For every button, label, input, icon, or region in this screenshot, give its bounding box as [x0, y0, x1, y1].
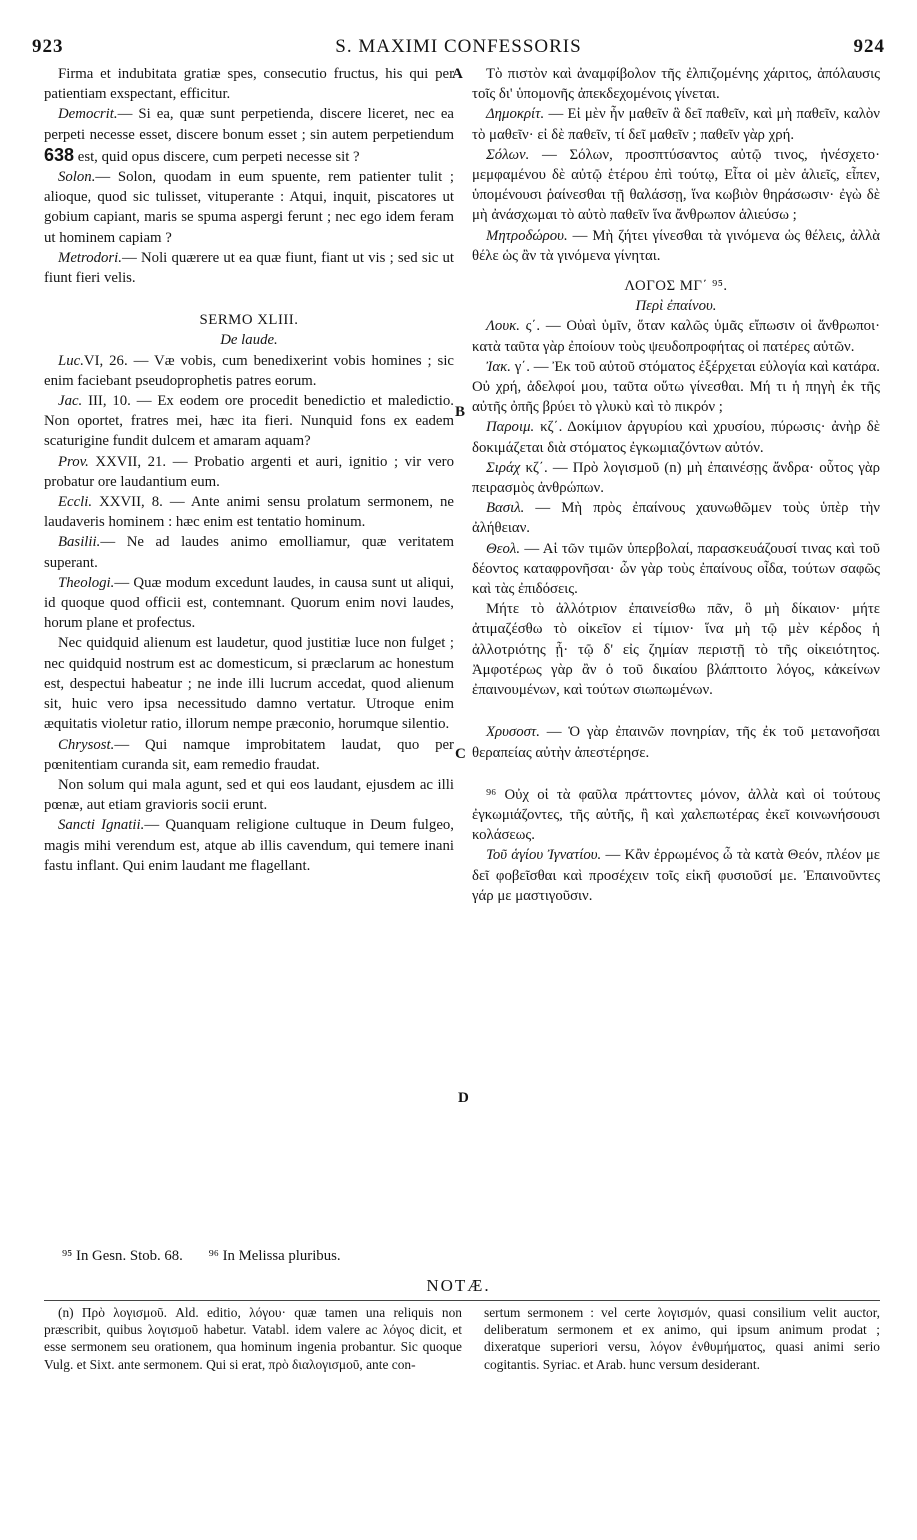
latin-democritus	[44, 104, 454, 167]
latin-metrodorus	[44, 248, 454, 288]
source-label: Prov.	[58, 453, 89, 470]
quote-text: — Ne ad laudes animo emolliamur, quæ veritatem superant.	[44, 534, 454, 571]
latin-ignatius	[44, 815, 454, 876]
source-label: Luc.	[58, 352, 84, 369]
latin-theologian	[44, 573, 454, 634]
quote-text: κζ΄. — Πρὸ λογισμοῦ (n) μὴ ἐπαινέσῃς ἄνδρα· οὗτος γὰρ πειρασμὸς ἀνθρώπων.	[472, 459, 881, 497]
latin-basil	[44, 532, 454, 572]
greek-paragraph: Τὸ πιστὸν καὶ ἀναμφίβολον τῆς ἐλπιζομένης χάριτος, ἀπόλαυσις τοῖς δι' ὑπομονῆς ἀπεκδεχομένοις γίνεται.	[472, 66, 880, 103]
source-label: Theologi.	[58, 574, 115, 591]
quote-text: γ΄. — Ἐκ τοῦ αὐτοῦ στόματος ἐξέρχεται εὐλογία καὶ κατάρα. Οὐ χρή, ἀδελφοί μου, ταῦτα οὕτω γίνεσθαι. Μή τι ἡ πηγὴ ἐκ τῆς αὐτῆς ὀπῆς βρύει τὸ γλυκὺ καὶ τὸ πικρόν ;	[472, 358, 881, 416]
page-number-right: 924	[853, 36, 885, 57]
greek-paragraph: Μήτε τὸ ἀλλότριον ἐπαινείσθω πᾶν, ὃ μὴ δίκαιον· μήτε ἀτιμαζέσθω τὸ οἰκεῖον εἰ τίμιον· ἵνα μὴ τῷ μὲν κέρδος ἡ ἀλλοτριότης ᾖ· τῷ δ' εἰς ζημίαν περιστῇ τὸ τῆς οἰκειότητος. Ἀμφοτέρως γὰρ ἂν ὁ τοῦ δικαίου βλάπτοιτο λόγος, κἀκείνων ἐπαινουμένων, καὶ τούτων σιωπωμένων.	[472, 601, 880, 699]
latin-paragraph: Non solum qui mala agunt, sed et qui eos laudant, ejusdem ac illi pœnæ, aut etiam gravioris socii erunt.	[44, 776, 454, 814]
quote-text: XXVII, 21. — Probatio argenti et auri, ignitio ; vir vero probatur ore laudantium eum.	[44, 453, 455, 490]
page-number-left: 923	[32, 36, 64, 57]
running-header	[32, 36, 885, 62]
quote-text: XXVII, 8. — Ante animi sensu prolatum sermonem, ne laudaveris hominem : hæc enim est tentatio hominum.	[44, 494, 454, 531]
latin-proverbs	[44, 452, 454, 492]
source-label: Democrit.	[58, 106, 118, 123]
source-label: Λουκ.	[486, 318, 520, 335]
source-label: Solon.	[58, 169, 96, 186]
latin-paragraph: Firma et indubitata gratiæ spes, consecutio fructus, his qui per patientiam exspectant, efficitur.	[44, 66, 454, 103]
source-label: Παροιμ.	[486, 419, 535, 436]
margin-letter-a: A	[452, 66, 463, 82]
logos-title: ΛΟΓΟΣ ΜΓ΄ ⁹⁵.	[624, 278, 728, 295]
source-label: Jac.	[58, 393, 83, 410]
quote-text: — Μὴ ζήτει γίνεσθαι τὰ γινόμενα ὡς θέλεις, ἀλλὰ θέλε ὡς ἂν τὰ γινόμενα γίνηται.	[472, 227, 880, 264]
note-text-left: (n) Πρὸ λογισμοῦ. Ald. editio, λόγου· quæ tamen una reliquis non præscribit, quibus λογισμοῦ habetur. Vatabl. idem valere ac λόγος dicit, et esse sermonem seu orationem, qua hominum ingenia probantur. Sic quoque Vulg. et Sixt. ante sermonem. Qui si erat, πρὸ διαλογισμοῦ, ante con-	[44, 1305, 462, 1372]
running-title: S. MAXIMI CONFESSORIS	[335, 36, 582, 57]
quote-text: VI, 26. — Væ vobis, cum benedixerint vobis homines ; sic enim faciebant pseudoprophetis patres eorum.	[44, 352, 454, 389]
source-label: Σιράχ	[486, 459, 521, 476]
quote-text: — Σόλων, προσπτύσαντος αὐτῷ τινος, ἠνέσχετο· μεμφαμένου δὲ αὐτῷ ἑτέρου ἐπὶ τούτῳ, Εἶτα οἱ μὲν ἁλιεῖς, εἶπεν, ὑπομένουσι ῥαίνεσθαι τῇ θαλάσσῃ, ἵνα κωβιὸν θηράσωσιν· ἐγὼ δὲ μὴ ἀνάσχωμαι τὸ αὐτὸ παθεῖν ἵνα ἄνθρωπον ἁλιεύσω ;	[472, 146, 881, 224]
column-number: 638	[44, 144, 75, 165]
notes-divider	[44, 1300, 880, 1301]
source-label: Θεολ.	[486, 540, 521, 557]
quote-text: — Κἂν ἐρρωμένος ὦ τὰ κατὰ Θεόν, πλέον με δεῖ φοβεῖσθαι καὶ προσέχειν τοῖς εἰκῆ φυσιοῦσί με. Ἐπαινοῦντες γάρ με μαστιγοῦσιν.	[472, 847, 880, 904]
footnotes	[62, 1248, 363, 1265]
greek-sirach	[472, 458, 880, 498]
footnote-95: ⁹⁵ In Gesn. Stob. 68.	[62, 1248, 183, 1264]
latin-column	[44, 64, 454, 876]
margin-letter-c: C	[455, 746, 466, 762]
source-label: Chrysost.	[58, 736, 115, 753]
latin-chrysostom	[44, 735, 454, 775]
greek-theologian	[472, 539, 880, 600]
source-label: Μητροδώρου.	[486, 227, 568, 244]
greek-luke	[472, 316, 880, 356]
greek-democritus	[472, 104, 880, 144]
quote-text: — Quanquam religione cultuque in Deum fulgeo, magis mihi verendum est, atque ab illis cavendum, qui temere inani fastu inflant. Qui enim laudant me flagellant.	[44, 817, 454, 874]
footnote-96: ⁹⁶ In Melissa pluribus.	[208, 1248, 341, 1264]
quote-text: — Μὴ πρὸς ἐπαίνους χαυνωθῶμεν τοὺς ὑπὲρ τὴν ἀλήθειαν.	[472, 500, 880, 537]
greek-chrysostom	[472, 722, 880, 762]
source-label: Τοῦ ἁγίου Ἰγνατίου.	[486, 847, 602, 864]
source-label: Sancti Ignatii.	[58, 817, 145, 834]
quote-text: — Si ea, quæ sunt perpetienda, discere liceret, nec ea perpeti necesse esset, discere bonum esset ; sin autem perpetiendum	[44, 106, 454, 143]
source-label: Ἰακ.	[486, 358, 511, 375]
quote-text: III, 10. — Ex eodem ore procedit benedictio et maledictio. Non oportet, fratres mei, hæc ita fieri. Nunquid fons ex eadem scaturigine fundit dulcem et amaram aquam?	[44, 393, 454, 450]
source-label: Δημοκρίτ.	[486, 106, 545, 123]
quote-text: — Quæ modum excedunt laudes, in causa sunt ut aliqui, id quoque quod officii est, contemnant. Quorum enim novi laudes, horum plane et profectus.	[44, 574, 454, 632]
source-label: Metrodori.	[58, 249, 122, 266]
greek-ignatius	[472, 845, 880, 906]
quote-text: est, quid opus discere, cum perpeti necesse sit ?	[77, 148, 360, 165]
source-label: Eccli.	[58, 494, 93, 511]
logos-subtitle: Περὶ ἐπαίνου.	[635, 298, 717, 315]
latin-solon	[44, 167, 454, 248]
greek-column	[472, 64, 880, 906]
note-text-right: sertum sermonem : vel certe λογισμόν, quasi consilium velit auctor, deliberatum sermonem et ex animo, qui ipsum animum prodat ; dixeratque superiori versu, λόγον ἐνθυμήματος, quasi animi serio cogitantis. Syriac. et Arab. hunc versum desiderant.	[484, 1305, 880, 1372]
greek-solon	[472, 145, 880, 226]
sermon-title: SERMO XLIII.	[199, 312, 299, 329]
quote-text: κζ΄. Δοκίμιον ἀργυρίου καὶ χρυσίου, πύρωσις· ἀνὴρ δὲ δοκιμάζεται διὰ στόματος ἐγκωμιαζόντων αὐτόν.	[472, 419, 880, 456]
greek-james	[472, 357, 880, 418]
margin-letter-b: B	[455, 404, 466, 420]
margin-letter-d: D	[458, 1090, 469, 1106]
latin-luke	[44, 351, 454, 391]
latin-paragraph: Nec quidquid alienum est laudetur, quod justitiæ luce non fulget ; nec quidquid nostrum est ac domesticum, si præclarum ac honestum est, despectui habeatur ; ne inde illi lucrum accedat, quod alienum sit, huic vero ipsa necessitudo damno vertatur. Utroque enim æquitatis violetur ratio, illorum nempe præconio, horumque silentio.	[44, 635, 454, 733]
latin-ecclesiasticus	[44, 492, 454, 532]
source-label: Σόλων.	[486, 146, 530, 163]
quote-text: — Solon, quodam in eum spuente, rem patienter tulit ; alioque, quod sic tulisset, vituperante : Atqui, inquit, piscatores ut gobium capiant, maris se spuma aspergi ferunt ; nec ego idem feram ut hominem capiam ?	[44, 169, 454, 246]
quote-text: — Εἰ μὲν ἦν μαθεῖν ἃ δεῖ παθεῖν, καὶ μὴ παθεῖν, καλὸν τὸ μαθεῖν· εἰ δὲ παθεῖν, τί δεῖ μαθεῖν ; παθεῖν γὰρ χρή.	[472, 106, 880, 143]
notes-heading: NOTÆ.	[426, 1276, 491, 1295]
greek-paragraph: ⁹⁶ Οὐχ οἱ τὰ φαῦλα πράττοντες μόνον, ἀλλὰ καὶ οἱ τούτους ἐγκωμιάζοντες, τῆς αὐτῆς, ἢ καὶ χαλεπωτέρας ἐκεῖ κοινωνήσουσι κολάσεως.	[472, 786, 880, 844]
quote-text: — Ὁ γὰρ ἐπαινῶν πονηρίαν, τῆς ἐκ τοῦ μετανοῆσαι θεραπείας αὐτὴν ἀπεστέρησε.	[472, 724, 880, 761]
source-label: Βασιλ.	[486, 500, 525, 517]
quote-text: — Qui namque improbitatem laudat, quo per pœnitentiam curanda sit, eam remedio fraudat.	[44, 736, 454, 773]
quote-text: ς΄. — Οὐαὶ ὑμῖν, ὅταν καλῶς ὑμᾶς εἴπωσιν οἱ ἄνθρωποι· κατὰ ταῦτα γὰρ ἐποίουν τοὺς ψευδοπροφήτας οἱ πατέρες αὐτῶν.	[472, 318, 880, 355]
sermon-subtitle: De laude.	[220, 332, 278, 349]
greek-metrodorus	[472, 226, 880, 266]
source-label: Χρυσοστ.	[486, 724, 540, 741]
quote-text: — Noli quærere ut ea quæ fiunt, fiant ut vis ; sed sic ut fiunt fieri velis.	[44, 249, 454, 287]
greek-proverbs	[472, 417, 880, 457]
latin-james	[44, 391, 454, 452]
greek-basil	[472, 498, 880, 538]
source-label: Basilii.	[58, 534, 101, 551]
quote-text: — Αἱ τῶν τιμῶν ὑπερβολαί, παρασκευάζουσί τινας καὶ τοῦ δέοντος καταφρονῆσαι· ὧν γὰρ τοὺς ἐπαίνους οἶδα, τούτων σαφῶς καὶ τὰς ἐπιδόσεις.	[472, 540, 881, 598]
